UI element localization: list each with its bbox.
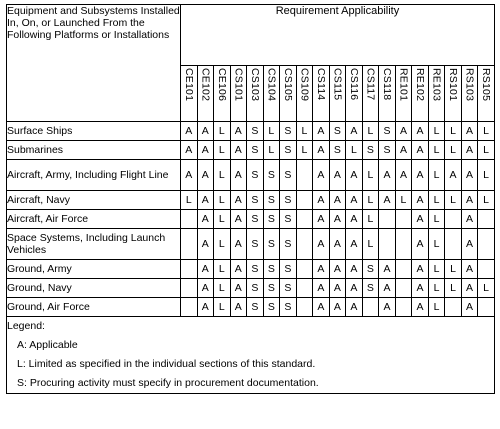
applicability-cell: L: [428, 298, 445, 317]
applicability-cell: A: [346, 298, 363, 317]
applicability-cell: L: [445, 260, 462, 279]
applicability-cell: L: [214, 160, 231, 191]
platform-name: Surface Ships: [7, 122, 181, 141]
column-header-rs105: [478, 66, 495, 122]
applicability-cell: A: [313, 122, 330, 141]
applicability-cell: L: [478, 141, 495, 160]
applicability-cell: A: [346, 160, 363, 191]
applicability-cell: L: [445, 191, 462, 210]
applicability-cell: [181, 210, 198, 229]
applicability-cell: L: [214, 260, 231, 279]
applicability-cell: A: [412, 160, 429, 191]
applicability-cell: A: [329, 210, 346, 229]
applicability-cell: [181, 229, 198, 260]
column-header-label: CS118: [380, 68, 393, 101]
column-header-label: CS116: [347, 68, 360, 101]
applicability-cell: A: [197, 191, 214, 210]
applicability-cell: L: [346, 141, 363, 160]
applicability-cell: A: [461, 298, 478, 317]
column-header-label: CS114: [314, 68, 327, 101]
applicability-cell: [181, 279, 198, 298]
applicability-cell: A: [379, 260, 396, 279]
applicability-cell: A: [313, 260, 330, 279]
applicability-cell: [181, 260, 198, 279]
applicability-cell: S: [263, 298, 280, 317]
applicability-cell: S: [379, 141, 396, 160]
applicability-cell: A: [197, 122, 214, 141]
applicability-cell: A: [181, 160, 198, 191]
applicability-cell: [296, 279, 313, 298]
applicability-cell: [445, 229, 462, 260]
applicability-cell: A: [313, 298, 330, 317]
applicability-cell: L: [362, 210, 379, 229]
applicability-cell: [362, 298, 379, 317]
applicability-cell: A: [197, 260, 214, 279]
applicability-cell: A: [379, 191, 396, 210]
applicability-cell: S: [247, 160, 264, 191]
applicability-cell: S: [247, 210, 264, 229]
column-header-ce101: [181, 66, 198, 122]
applicability-cell: L: [214, 279, 231, 298]
applicability-cell: L: [214, 229, 231, 260]
applicability-cell: A: [230, 160, 247, 191]
applicability-cell: [296, 260, 313, 279]
applicability-cell: S: [280, 229, 297, 260]
applicability-cell: A: [197, 279, 214, 298]
applicability-cell: A: [313, 279, 330, 298]
applicability-cell: L: [428, 141, 445, 160]
applicability-cell: A: [412, 191, 429, 210]
applicability-cell: A: [197, 210, 214, 229]
applicability-cell: A: [461, 122, 478, 141]
applicability-cell: A: [230, 279, 247, 298]
column-header-rs103: [461, 66, 478, 122]
applicability-cell: L: [362, 229, 379, 260]
applicability-cell: [395, 279, 412, 298]
column-header-cs109: [296, 66, 313, 122]
applicability-cell: A: [461, 260, 478, 279]
column-header-label: RS105: [480, 68, 493, 102]
applicability-cell: L: [362, 191, 379, 210]
applicability-cell: A: [412, 260, 429, 279]
applicability-cell: A: [412, 122, 429, 141]
applicability-cell: A: [230, 191, 247, 210]
applicability-cell: L: [478, 279, 495, 298]
applicability-cell: A: [313, 229, 330, 260]
applicability-cell: A: [197, 160, 214, 191]
platform-name: Aircraft, Air Force: [7, 210, 181, 229]
applicability-cell: A: [230, 260, 247, 279]
applicability-cell: A: [313, 191, 330, 210]
applicability-cell: [296, 160, 313, 191]
applicability-cell: [478, 229, 495, 260]
applicability-cell: S: [247, 260, 264, 279]
applicability-cell: A: [329, 279, 346, 298]
applicability-cell: S: [362, 141, 379, 160]
applicability-cell: L: [263, 122, 280, 141]
applicability-cell: S: [263, 191, 280, 210]
applicability-cell: S: [280, 122, 297, 141]
applicability-cell: A: [461, 229, 478, 260]
applicability-cell: A: [461, 279, 478, 298]
applicability-cell: A: [395, 122, 412, 141]
applicability-cell: L: [263, 141, 280, 160]
platform-name: Aircraft, Army, Including Flight Line: [7, 160, 181, 191]
legend: [7, 317, 495, 394]
applicability-cell: L: [428, 279, 445, 298]
applicability-cell: [379, 210, 396, 229]
applicability-cell: [445, 210, 462, 229]
platform-name: Ground, Navy: [7, 279, 181, 298]
applicability-cell: A: [313, 160, 330, 191]
applicability-cell: S: [280, 260, 297, 279]
applicability-cell: A: [461, 160, 478, 191]
applicability-cell: A: [230, 210, 247, 229]
applicability-cell: S: [280, 279, 297, 298]
column-header-label: CE106: [215, 68, 228, 102]
applicability-cell: A: [412, 229, 429, 260]
applicability-cell: A: [181, 141, 198, 160]
applicability-cell: A: [197, 141, 214, 160]
platform-name: Ground, Air Force: [7, 298, 181, 317]
applicability-cell: S: [247, 141, 264, 160]
applicability-cell: [296, 298, 313, 317]
column-header-cs105: [280, 66, 297, 122]
applicability-cell: A: [230, 122, 247, 141]
applicability-cell: L: [445, 141, 462, 160]
applicability-cell: S: [329, 141, 346, 160]
column-header-cs104: [263, 66, 280, 122]
column-header-label: CS109: [298, 68, 311, 102]
table-row: [7, 210, 495, 229]
table-row: [7, 141, 495, 160]
applicability-cell: A: [379, 160, 396, 191]
applicability-cell: A: [461, 210, 478, 229]
applicability-cell: L: [214, 141, 231, 160]
applicability-cell: [478, 260, 495, 279]
applicability-cell: L: [428, 210, 445, 229]
applicability-cell: L: [428, 122, 445, 141]
applicability-cell: [181, 298, 198, 317]
applicability-cell: S: [247, 229, 264, 260]
applicability-cell: A: [412, 298, 429, 317]
column-header-label: CS103: [248, 68, 261, 102]
applicability-cell: L: [214, 122, 231, 141]
applicability-cell: S: [247, 122, 264, 141]
column-header-label: CE102: [199, 68, 212, 102]
applicability-cell: L: [428, 160, 445, 191]
column-header-cs103: [247, 66, 264, 122]
column-header-cs101: [230, 66, 247, 122]
column-header-cs116: [346, 66, 363, 122]
applicability-cell: S: [247, 191, 264, 210]
column-header-label: RE101: [397, 68, 410, 102]
applicability-cell: L: [478, 191, 495, 210]
applicability-cell: S: [329, 122, 346, 141]
column-header-label: CS104: [265, 68, 278, 102]
applicability-cell: A: [230, 229, 247, 260]
applicability-cell: A: [197, 298, 214, 317]
applicability-cell: L: [395, 191, 412, 210]
applicability-cell: S: [379, 122, 396, 141]
requirement-applicability-header: Requirement Applicability: [181, 5, 495, 66]
applicability-cell: A: [346, 210, 363, 229]
column-header-cs117: [362, 66, 379, 122]
platform-name: Submarines: [7, 141, 181, 160]
applicability-cell: A: [313, 210, 330, 229]
table-row: [7, 279, 495, 298]
column-header-ce102: [197, 66, 214, 122]
applicability-cell: A: [461, 141, 478, 160]
applicability-cell: S: [263, 229, 280, 260]
applicability-cell: A: [445, 160, 462, 191]
applicability-cell: A: [346, 122, 363, 141]
applicability-cell: L: [428, 191, 445, 210]
applicability-cell: S: [280, 160, 297, 191]
applicability-cell: S: [263, 260, 280, 279]
applicability-cell: A: [395, 141, 412, 160]
applicability-cell: A: [346, 191, 363, 210]
applicability-cell: A: [230, 298, 247, 317]
table-row: [7, 160, 495, 191]
applicability-cell: [296, 210, 313, 229]
applicability-cell: A: [346, 229, 363, 260]
platform-name: Aircraft, Navy: [7, 191, 181, 210]
column-header-cs114: [313, 66, 330, 122]
legend-item-limited: L: Limited as specified in the individual sections of this standard.: [17, 358, 316, 370]
table-row: [7, 260, 495, 279]
column-header-label: CS115: [331, 68, 344, 101]
applicability-cell: S: [263, 160, 280, 191]
applicability-cell: S: [263, 210, 280, 229]
applicability-cell: A: [395, 160, 412, 191]
column-header-rs101: [445, 66, 462, 122]
applicability-cell: A: [346, 260, 363, 279]
applicability-cell: A: [379, 298, 396, 317]
applicability-cell: L: [214, 191, 231, 210]
applicability-cell: S: [280, 191, 297, 210]
applicability-cell: A: [181, 122, 198, 141]
applicability-cell: S: [247, 298, 264, 317]
applicability-cell: A: [329, 160, 346, 191]
applicability-cell: [296, 191, 313, 210]
applicability-cell: A: [329, 298, 346, 317]
applicability-cell: S: [247, 279, 264, 298]
applicability-cell: A: [230, 141, 247, 160]
column-header-cs118: [379, 66, 396, 122]
applicability-cell: A: [379, 279, 396, 298]
column-header-label: CS101: [232, 68, 245, 102]
applicability-cell: A: [329, 191, 346, 210]
legend-item-specify: S: Procuring activity must specify in procurement documentation.: [17, 377, 319, 389]
applicability-cell: L: [181, 191, 198, 210]
applicability-cell: L: [362, 122, 379, 141]
column-header-label: CE101: [182, 68, 195, 102]
column-header-label: CS117: [364, 68, 377, 101]
table-row: [7, 229, 495, 260]
applicability-cell: L: [478, 160, 495, 191]
platform-column-header: Equipment and Subsystems Installed In, On, or Launched From the Following Platforms or Installations: [7, 5, 181, 122]
applicability-cell: S: [362, 279, 379, 298]
applicability-cell: S: [263, 279, 280, 298]
column-header-label: RS101: [447, 68, 459, 102]
table-row: [7, 191, 495, 210]
column-header-label: CS105: [281, 68, 294, 102]
applicability-cell: [395, 298, 412, 317]
applicability-cell: A: [412, 279, 429, 298]
applicability-cell: S: [362, 260, 379, 279]
applicability-cell: A: [412, 210, 429, 229]
legend-item-applicable: A: Applicable: [17, 339, 78, 351]
applicability-cell: L: [296, 122, 313, 141]
applicability-cell: S: [280, 210, 297, 229]
applicability-cell: S: [280, 298, 297, 317]
table-row: [7, 122, 495, 141]
applicability-cell: L: [445, 279, 462, 298]
table-row: [7, 298, 495, 317]
applicability-cell: A: [461, 191, 478, 210]
applicability-cell: A: [197, 229, 214, 260]
applicability-cell: [445, 298, 462, 317]
applicability-cell: S: [280, 141, 297, 160]
applicability-cell: [395, 229, 412, 260]
column-header-re101: [395, 66, 412, 122]
applicability-cell: [478, 210, 495, 229]
platform-name: Ground, Army: [7, 260, 181, 279]
column-header-label: RE103: [430, 68, 443, 102]
applicability-cell: [395, 260, 412, 279]
legend-title: Legend:: [7, 320, 45, 332]
applicability-cell: [395, 210, 412, 229]
column-header-label: RS103: [463, 68, 476, 102]
applicability-cell: [478, 298, 495, 317]
applicability-cell: L: [428, 260, 445, 279]
requirement-applicability-page: [6, 4, 494, 425]
applicability-cell: L: [445, 122, 462, 141]
applicability-cell: L: [478, 122, 495, 141]
column-header-re103: [428, 66, 445, 122]
applicability-cell: [379, 229, 396, 260]
platform-name: Space Systems, Including Launch Vehicles: [7, 229, 181, 260]
applicability-cell: A: [412, 141, 429, 160]
applicability-cell: L: [296, 141, 313, 160]
applicability-cell: A: [346, 279, 363, 298]
requirement-applicability-table: [6, 4, 495, 394]
applicability-cell: A: [329, 229, 346, 260]
applicability-cell: A: [329, 260, 346, 279]
column-header-label: RE102: [413, 68, 426, 102]
column-header-ce106: [214, 66, 231, 122]
applicability-cell: L: [362, 160, 379, 191]
applicability-cell: A: [313, 141, 330, 160]
column-header-cs115: [329, 66, 346, 122]
applicability-cell: L: [214, 298, 231, 317]
column-header-re102: [412, 66, 429, 122]
applicability-cell: [296, 229, 313, 260]
applicability-cell: L: [428, 229, 445, 260]
applicability-cell: L: [214, 210, 231, 229]
platform-rows: [7, 122, 495, 317]
